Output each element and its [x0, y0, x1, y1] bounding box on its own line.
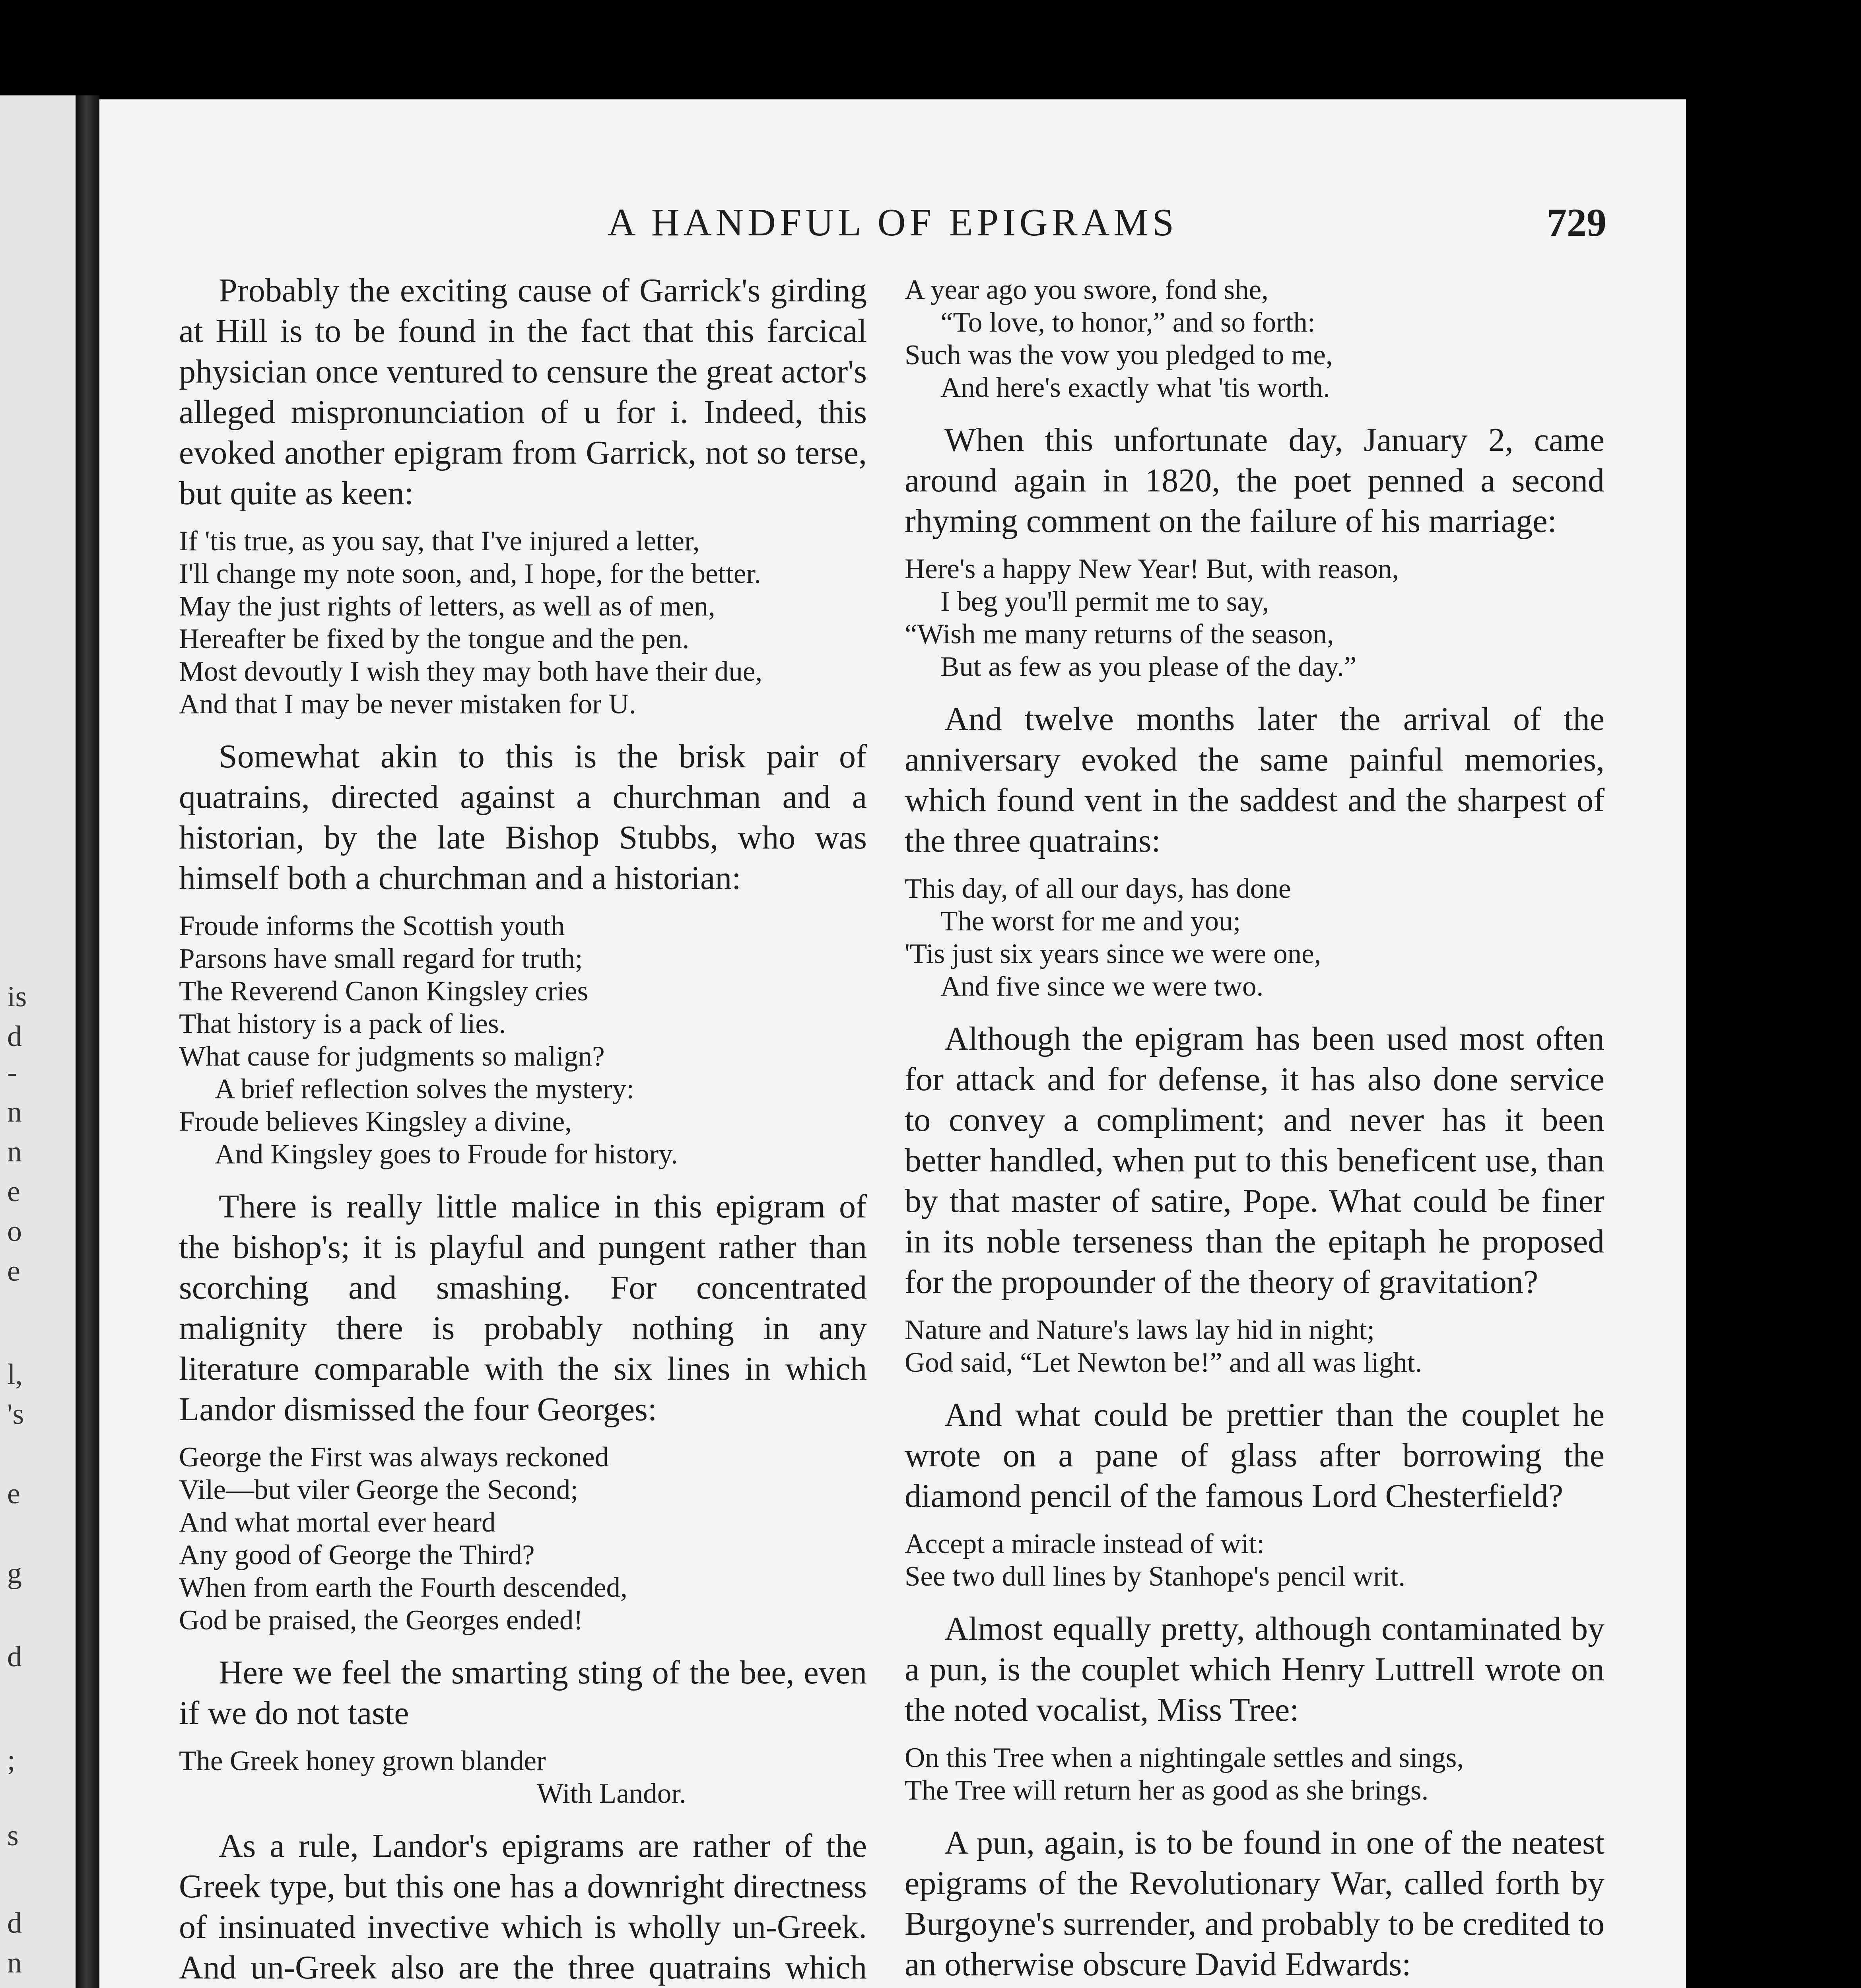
page-number: 729 [1547, 200, 1607, 245]
verse-line: May the just rights of letters, as well as of men, [179, 591, 715, 622]
verse-line: Most devoutly I wish they may both have their due, [179, 656, 763, 687]
margin-fragment: s [7, 1819, 19, 1852]
paragraph: When this unfortunate day, January 2, came around again in 1820, the poet penned a second rhyming comment on the failure of his marriage: [905, 421, 1605, 540]
verse-line: I'll change my note soon, and, I hope, for the better. [179, 558, 761, 589]
margin-fragment: e [7, 1477, 20, 1510]
verse-line: And here's exactly what 'tis worth. [940, 372, 1330, 403]
margin-fragment: d [7, 1907, 22, 1939]
margin-fragment: o [7, 1215, 22, 1248]
verse-line: And that I may be never mistaken for U. [179, 689, 636, 720]
verse-line: God be praised, the Georges ended! [179, 1605, 583, 1636]
verse-line: Hereafter be fixed by the tongue and the pen. [179, 623, 690, 654]
paragraph: And what could be prettier than the couplet he wrote on a pane of glass after borrowing the diamond pencil of the famous Lord Chesterfield? [905, 1396, 1605, 1514]
verse-line: See two dull lines by Stanhope's pencil writ. [905, 1561, 1406, 1592]
verse-line: Such was the vow you pledged to me, [905, 340, 1333, 371]
margin-fragment: is [7, 980, 27, 1013]
verse-landor [179, 1441, 867, 1637]
paragraph: Here we feel the smarting sting of the bee, even if we do not taste [179, 1654, 867, 1732]
verse-line: Froude informs the Scottish youth [179, 911, 565, 942]
margin-fragment: 's [7, 1398, 24, 1431]
verse-line: This day, of all our days, has done [905, 873, 1291, 904]
margin-fragment: e [7, 1175, 20, 1208]
verse-line: On this Tree when a nightingale settles and sings, [905, 1742, 1464, 1773]
verse-line: What cause for judgments so malign? [179, 1041, 605, 1072]
verse-line: God said, “Let Newton be!” and all was light. [905, 1347, 1422, 1378]
verse-stubbs [179, 910, 867, 1171]
verse-miss-tree [905, 1741, 1605, 1807]
margin-fragment: d [7, 1020, 22, 1053]
right-column [905, 270, 1605, 1988]
previous-page-sliver [0, 95, 76, 1988]
book-page [99, 99, 1686, 1988]
margin-fragment: e [7, 1255, 20, 1287]
verse-line: But as few as you please of the day.” [940, 651, 1357, 682]
verse-line: The worst for me and you; [940, 906, 1241, 937]
paragraph: And twelve months later the arrival of the anniversary evoked the same painful memories, which found vent in the saddest and the sharpest of the three quatrains: [905, 701, 1605, 859]
verse-line: The Reverend Canon Kingsley cries [179, 976, 589, 1007]
verse-line: 'Tis just six years since we were one, [905, 938, 1321, 969]
margin-fragment: n [7, 1136, 22, 1168]
paragraph: As a rule, Landor's epigrams are rather of the Greek type, but this one has a downright directness of insinuated invective which is wholly un-Greek. And un-Greek also are the three quatrains which [179, 1827, 867, 1986]
margin-fragment: n [7, 1947, 22, 1979]
verse-line: And five since we were two. [940, 971, 1264, 1002]
verse-line: The Tree will return her as good as she brings. [905, 1775, 1429, 1806]
verse-line: I beg you'll permit me to say, [940, 586, 1269, 617]
book-binding [76, 95, 99, 1988]
verse-newton [905, 1314, 1605, 1379]
verse-line: With Landor. [537, 1778, 686, 1809]
verse-line: And Kingsley goes to Froude for history. [215, 1139, 678, 1170]
verse-line: When from earth the Fourth descended, [179, 1572, 627, 1603]
verse-line: And what mortal ever heard [179, 1507, 496, 1538]
paragraph: Almost equally pretty, although contaminated by a pun, is the couplet which Henry Luttrell wrote on the noted vocalist, Miss Tree: [905, 1610, 1605, 1728]
margin-fragment: d [7, 1640, 22, 1673]
paragraph: A pun, again, is to be found in one of the neatest epigrams of the Revolutionary War, called forth by Burgoyne's surrender, and probably to be credited to an otherwise obscure David Edwards: [905, 1824, 1605, 1983]
paragraph: Somewhat akin to this is the brisk pair of quatrains, directed against a churchman and a historian, by the late Bishop Stubbs, who was himself both a churchman and a historian: [179, 738, 867, 897]
left-column [179, 270, 867, 1988]
margin-fragment: - [7, 1056, 17, 1089]
verse-line: Froude believes Kingsley a divine, [179, 1106, 572, 1137]
verse-line: Here's a happy New Year! But, with reason, [905, 553, 1399, 584]
verse-line: “To love, to honor,” and so forth: [940, 307, 1315, 338]
verse-line: If 'tis true, as you say, that I've injured a letter, [179, 526, 700, 557]
verse-line: That history is a pack of lies. [179, 1008, 506, 1039]
verse-line: “Wish me many returns of the season, [905, 619, 1334, 650]
running-title: A HANDFUL OF EPIGRAMS [607, 201, 1178, 244]
verse-garrick [179, 525, 867, 720]
verse-line: Nature and Nature's laws lay hid in night; [905, 1314, 1375, 1345]
verse-line: A brief reflection solves the mystery: [215, 1074, 634, 1105]
verse-line: Parsons have small regard for truth; [179, 943, 583, 974]
verse-byron-1816 [905, 274, 1605, 404]
margin-fragment: g [7, 1557, 22, 1590]
verse-line: Vile—but viler George the Second; [179, 1474, 578, 1505]
paragraph: There is really little malice in this epigram of the bishop's; it is playful and pungent rather than scorching and smashing. For concentrated malignity there is probably nothing in any literature comparable with the six lines in which Landor dismissed the four Georges: [179, 1188, 867, 1428]
margin-fragment: l, [7, 1358, 23, 1391]
verse-line: The Greek honey grown blander [179, 1745, 546, 1776]
verse-line: George the First was always reckoned [179, 1442, 609, 1473]
verse-line: A year ago you swore, fond she, [905, 274, 1269, 305]
verse-byron-1820 [905, 553, 1605, 683]
verse-line: Accept a miracle instead of wit: [905, 1528, 1265, 1559]
verse-line: Any good of George the Third? [179, 1540, 535, 1571]
margin-fragment: ; [7, 1744, 16, 1776]
verse-greek-honey [179, 1745, 867, 1810]
verse-chesterfield [905, 1528, 1605, 1593]
paragraph: Although the epigram has been used most often for attack and for defense, it has also done service to convey a compliment; and never has it been better handled, when put to this beneficent use, than by that master of satire, Pope. What could be finer in its noble terseness than the epitaph he proposed for the propounder of the theory of gravitation? [905, 1020, 1605, 1301]
verse-byron-1821 [905, 872, 1605, 1003]
margin-fragment: n [7, 1096, 22, 1128]
page-header [99, 191, 1686, 254]
paragraph: Probably the exciting cause of Garrick's girding at Hill is to be found in the fact that this farcical physician once ventured to censure the great actor's alleged mispronunciation of u for i. Indeed, this evoked another epigram from Garrick, not so terse, but quite as keen: [179, 272, 867, 512]
